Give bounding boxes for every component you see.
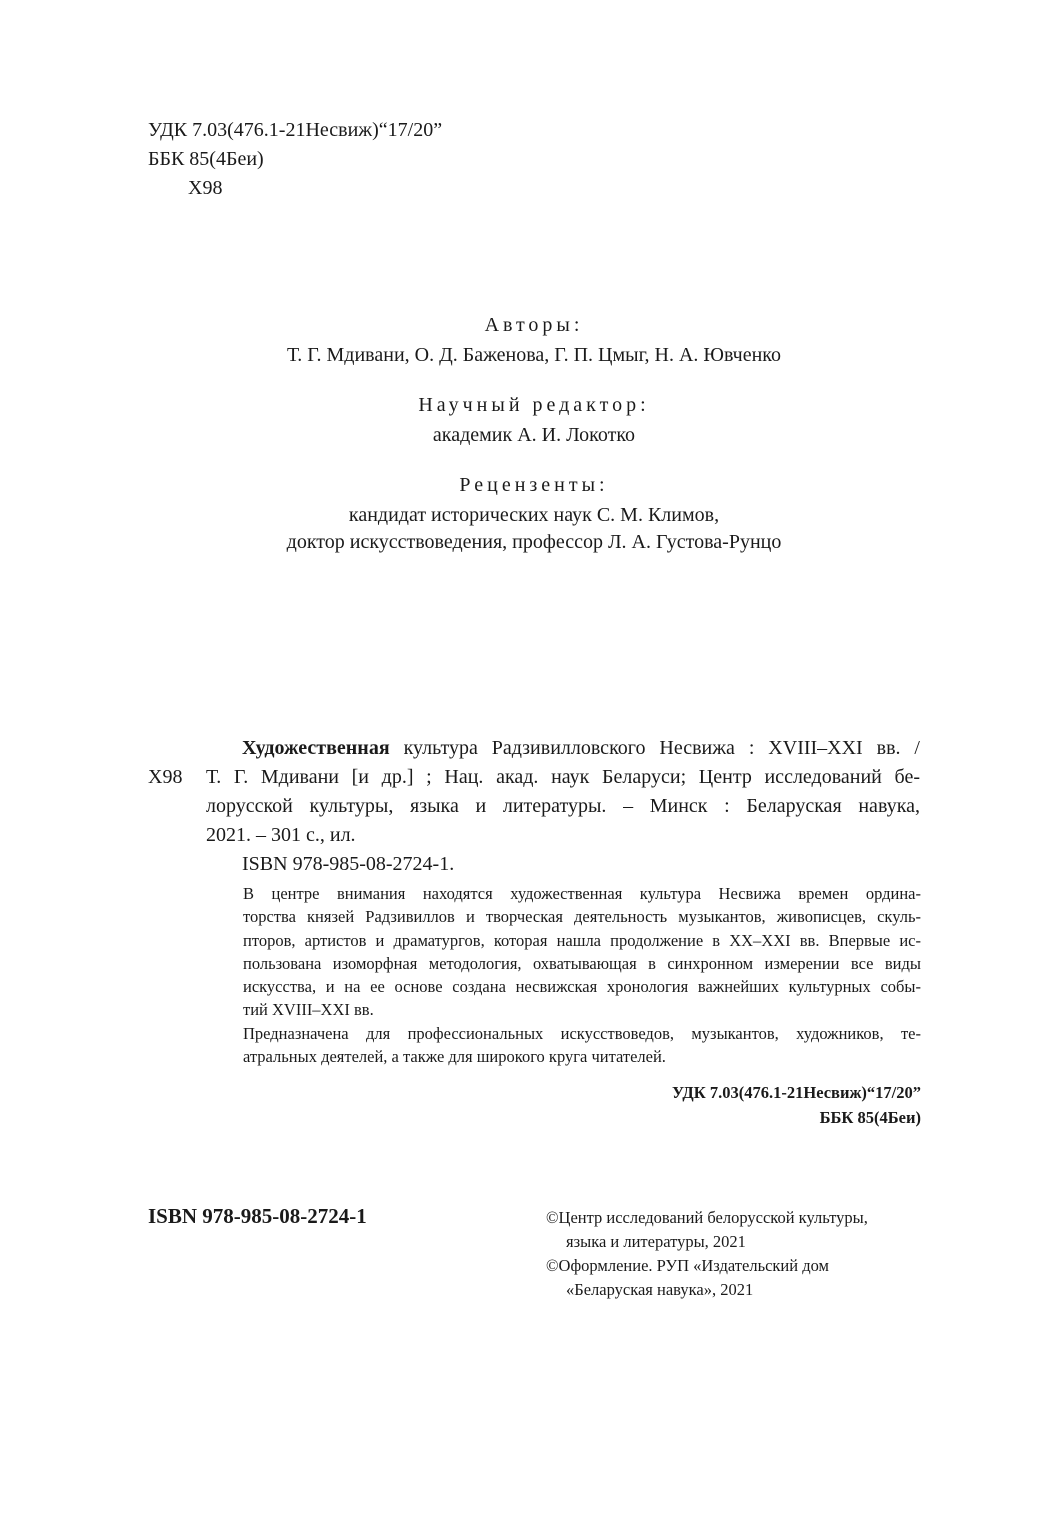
- editor-name: академик А. И. Локотко: [432, 424, 636, 446]
- copyright-symbol: ©: [546, 1256, 559, 1275]
- catalog-title-line: [148, 734, 920, 763]
- udk-code: УДК 7.03(476.1-21Несвиж)“17/20”: [148, 119, 443, 141]
- abstract-line: тий XVIII–XXI вв.: [243, 1000, 374, 1020]
- reviewer-2: доктор искусствоведения, профессор Л. А. Густова-Рунцо: [286, 531, 782, 553]
- abstract-line: пторов, артистов и драматургов, которая нашла продолжение в XX–XXI вв. Впервые ис-: [243, 930, 921, 950]
- author-mark: Х98: [188, 177, 223, 199]
- abstract-line: пользована изоморфная методология, охватывающая в синхронном измерении все виды: [243, 953, 921, 973]
- reviewer-1: кандидат исторических наук С. М. Климов,: [348, 504, 720, 526]
- copyright-text: Центр исследований белорусской культуры,: [558, 1208, 868, 1227]
- copyright-text: Оформление. РУП «Издательский дом: [558, 1256, 829, 1275]
- editor-label: Научный редактор:: [418, 394, 650, 416]
- abstract-line: торства князей Радзивиллов и творческая деятельность музыкантов, живописцев, скуль-: [243, 907, 921, 927]
- isbn-main: ISBN 978-985-08-2724-1: [148, 1204, 367, 1228]
- catalog-line-1: [148, 763, 920, 792]
- copyright-text: «Беларуская навука», 2021: [566, 1280, 754, 1299]
- copyright-line: [546, 1206, 868, 1230]
- abstract: [243, 882, 921, 1068]
- reviewers-label: Рецензенты:: [459, 474, 609, 496]
- authors-list: Т. Г. Мдивани, О. Д. Баженова, Г. П. Цмыг, Н. А. Ювченко: [287, 344, 781, 366]
- copyright-symbol: ©: [546, 1208, 559, 1227]
- abstract-line: атральных деятелей, а также для широкого круга читателей.: [243, 1047, 666, 1067]
- catalog-title-rest: культура Радзивилловского Несвижа : XVIII–XXI вв. /: [389, 737, 920, 759]
- footer-udk: УДК 7.03(476.1-21Несвиж)“17/20”: [671, 1083, 921, 1102]
- footer-bbk: ББК 85(4Беи): [819, 1108, 921, 1127]
- copyright-block: [546, 1206, 868, 1302]
- catalog-text-line: лорусской культуры, языка и литературы. – Минск : Беларуская навука,: [206, 795, 920, 817]
- footer-codes: [672, 1080, 921, 1130]
- classification-codes: [148, 116, 442, 203]
- catalog-author-mark: Х98: [148, 766, 183, 788]
- catalog-title-bold: Художественная: [242, 737, 390, 759]
- catalog-isbn: ISBN 978-985-08-2724-1.: [242, 853, 455, 875]
- catalog-text-line: 2021. – 301 с., ил.: [206, 824, 356, 846]
- copyright-text: языка и литературы, 2021: [566, 1232, 746, 1251]
- bbk-code: ББК 85(4Беи): [148, 148, 264, 170]
- abstract-line: В центре внимания находятся художественная культура Несвижа времен ордина-: [243, 884, 921, 903]
- copyright-line: [546, 1254, 868, 1278]
- authors-label: Авторы:: [484, 314, 584, 336]
- abstract-line: искусства, и на ее основе создана несвижская хронология важнейших культурных собы-: [243, 977, 921, 997]
- catalog-text-line: Т. Г. Мдивани [и др.] ; Нац. акад. наук Беларуси; Центр исследований бе-: [206, 766, 920, 788]
- abstract-line: Предназначена для профессиональных искусствоведов, музыкантов, художников, те-: [243, 1023, 921, 1043]
- catalog-entry: [148, 734, 920, 879]
